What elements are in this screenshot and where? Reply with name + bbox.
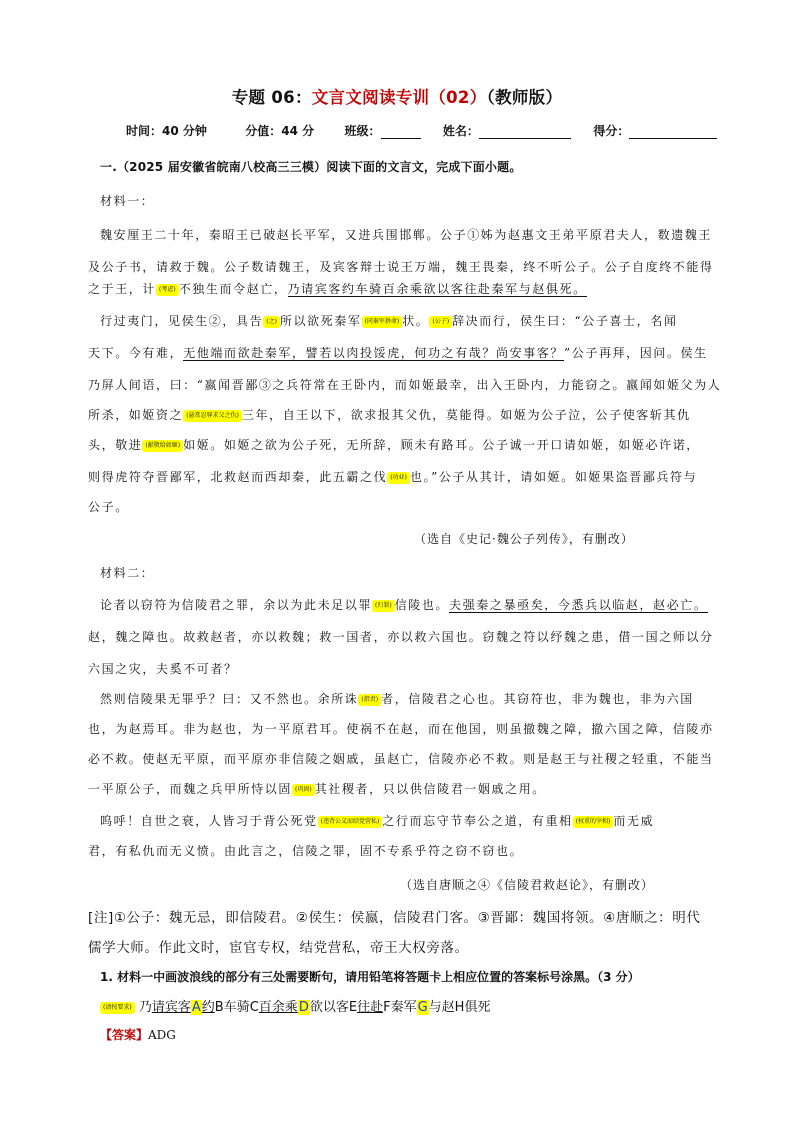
title-prefix: 专题 06：	[231, 88, 312, 107]
annotation-tag: (同秦军拼命)	[362, 316, 403, 328]
material1-line: 公子。	[88, 500, 129, 514]
text-segment: ”公子再拜，因问。侯生	[564, 346, 708, 360]
segment-text: 秦军	[390, 1000, 417, 1015]
annotation-tag: (请按要求)	[100, 1002, 135, 1014]
option-F[interactable]: F	[383, 1000, 391, 1015]
answer-value: ADG	[148, 1028, 176, 1042]
material2-line	[88, 780, 546, 797]
option-D[interactable]: D	[298, 1000, 309, 1015]
material2-line: 也，为赵焉耳。非为赵也，为一平原君耳。使祸不在赵，而在他国，则虽撤魏之障，撤六国之障，信陵亦	[88, 722, 714, 736]
material2-line: 赵，魏之障也。故救赵者，亦以救魏；救一国者，亦以救六国也。窃魏之符以纾魏之患，借一国之师以分	[88, 630, 714, 644]
text-segment: 然则信陵果无罪乎？曰：又不然也。余所诛	[100, 692, 359, 706]
text-segment: 者，信陵君之心也。其窃符也，非为魏也，非为六国	[381, 692, 694, 706]
score-info: 分值：44 分	[245, 124, 315, 138]
text-segment: 之于王，计	[88, 282, 157, 296]
text-segment: 三年，自王以下，欲求报其父仇，莫能得。如姬为公子泣，公子使客斩其仇	[241, 408, 691, 422]
material1-line	[88, 344, 708, 361]
text-segment: 其社稷者，只以供信陵君一姻戚之用。	[314, 782, 546, 796]
class-label: 班级：	[344, 124, 381, 138]
segment-text: 约	[201, 1000, 215, 1015]
material2-line	[100, 596, 708, 613]
exam-meta	[126, 122, 717, 139]
option-H[interactable]: H	[454, 1000, 465, 1015]
material2-line: 君，有私仇而无义愤。由此言之，信陵之罪，固不专系乎符之窃不窃也。	[88, 844, 524, 858]
got-label: 得分：	[593, 124, 630, 138]
footnote-line: 儒学大师。作此文时，宦官专权，结党营私，帝王大权旁落。	[88, 940, 469, 956]
text-segment: 辞决而行，侯生曰：“公子喜士，名闻	[452, 314, 678, 328]
segment-text: 百余乘	[258, 1000, 298, 1015]
answer-label: 【答案】	[100, 1028, 149, 1042]
text-segment: 行过夷门，见侯生②，具告	[100, 314, 264, 328]
segment-text: 乃	[138, 1000, 152, 1015]
material2-line: 六国之灾，夫奚不可者？	[88, 662, 238, 676]
text-segment: 状。	[402, 314, 430, 328]
option-B[interactable]: B	[214, 1000, 224, 1015]
segment-text: 欲以客	[309, 1000, 349, 1015]
material2-line: 必不救。使赵无平原，而平原亦非信陵之姻戚，虽赵亡，信陵亦必不救。则是赵王与社稷之轻重，不能当	[88, 752, 714, 766]
name-field[interactable]	[479, 126, 571, 139]
segment-text: 车骑	[223, 1000, 250, 1015]
annotation-tag: (献敬给如姬)	[142, 440, 183, 452]
annotation-tag: (违背公义而结党营私)	[318, 816, 383, 828]
score-field[interactable]	[629, 126, 717, 139]
text-segment: 论者以窃符为信陵君之罪，余以为此未足以罪	[100, 598, 373, 612]
text-segment: 之行而忘守节奉公之道，有重相	[382, 814, 573, 828]
question-1: 1. 材料一中画波浪线的部分有三处需要断句，请用铅笔将答题卡上相应位置的答案标号涂黑。（3 分）	[100, 970, 640, 984]
text-segment: 则得虎符夺晋鄙军，北救赵而西却秦，此五霸之伐	[88, 470, 388, 484]
text-segment: 而无威	[613, 814, 655, 828]
annotation-tag: (归罪)	[372, 600, 395, 612]
material1-line: 及公子书，请救于魏。公子数请魏王，及宾客辩士说王万端，魏王畏秦，终不听公子。公子自度终不能得	[88, 260, 714, 274]
title-highlight: 文言文阅读专训（02）	[311, 88, 487, 107]
text-segment: 所杀，如姬资之	[88, 408, 184, 422]
text-segment: 呜呼！自世之衰，人皆习于背公死党	[100, 814, 318, 828]
material2-source: （选自唐顺之④《信陵君救赵论》，有删改）	[400, 878, 655, 892]
text-segment: 所以欲死秦军	[279, 314, 362, 328]
material1-line: 魏安厘王二十年，秦昭王已破赵长平军，又进兵围邯郸。公子①姊为赵惠文王弟平原君夫人，数遗魏王	[100, 228, 713, 242]
text-segment: 不独生而令赵亡，	[178, 282, 288, 296]
class-field[interactable]	[381, 126, 421, 139]
option-E[interactable]: E	[348, 1000, 358, 1015]
material2-label: 材料二：	[100, 566, 155, 580]
title-suffix: （教师版）	[486, 88, 563, 107]
annotation-tag: (悬赏忍辱求父之仇)	[183, 410, 242, 422]
text-segment: 天下。今有难，	[88, 346, 184, 360]
option-C[interactable]: C	[249, 1000, 259, 1015]
annotation-tag: (考虑)	[156, 284, 179, 296]
material1-line	[88, 280, 587, 297]
underlined-passage: 无他端而欲赴秦军，譬若以肉投馁虎，何功之有哉？尚安事客？	[183, 346, 565, 360]
segment-text: 与赵	[428, 1000, 455, 1015]
segment-text: 请宾客	[151, 1000, 191, 1015]
answer-line	[100, 1026, 176, 1043]
material1-line	[88, 436, 700, 453]
annotation-tag: (功业)	[387, 472, 410, 484]
wavy-underlined-passage: 乃请宾客约车骑百余乘欲以客往赴秦军与赵俱死。	[287, 282, 587, 296]
footnote-line: [注]①公子：魏无忌，即信陵君。②侯生：侯嬴，信陵君门客。③晋鄙：魏国将领。④唐顺之：明代	[88, 910, 701, 926]
annotation-tag: (指责)	[358, 694, 381, 706]
annotation-tag: (权重的宰相)	[573, 816, 614, 828]
material1-line: 乃屏人间语，曰：“嬴闻晋鄙③之兵符常在王卧内，而如姬最幸，出入王卧内，力能窃之。嬴闻如姬父为人	[88, 378, 722, 392]
text-segment: 也。”公子从其计，请如姬。如姬果盗晋鄙兵符与	[409, 470, 698, 484]
underlined-passage: 夫强秦之暴亟矣，今悉兵以临赵，赵必亡。	[449, 598, 708, 612]
text-segment: 信陵也。	[394, 598, 450, 612]
annotation-tag: (之)	[263, 316, 280, 328]
material2-line	[100, 690, 694, 707]
name-label: 姓名：	[442, 124, 479, 138]
segment-text: 俱死	[464, 1000, 491, 1015]
text-segment: 头，敬进	[88, 438, 143, 452]
material1-label: 材料一：	[100, 194, 155, 208]
material1-source: （选自《史记·魏公子列传》，有删改）	[414, 532, 634, 546]
option-G[interactable]: G	[417, 1000, 428, 1015]
section-heading: 一.（2025 届安徽省皖南八校高三三模）阅读下面的文言文，完成下面小题。	[100, 160, 522, 174]
text-segment: 如姬。如姬之欲为公子死，无所辞，顾未有路耳。公子诚一开口请如姬，如姬必许诺，	[183, 438, 700, 452]
material1-line	[88, 468, 697, 485]
material1-line	[100, 312, 677, 329]
material1-line	[88, 406, 691, 423]
segmentation-options	[100, 996, 490, 1015]
text-segment: 一平原公子，而魏之兵甲所恃以固	[88, 782, 293, 796]
annotation-tag: (巩固)	[292, 784, 315, 796]
option-A[interactable]: A	[191, 1000, 201, 1015]
segment-text: 往赴	[357, 1000, 384, 1015]
material2-line	[100, 812, 654, 829]
page-title	[0, 84, 794, 108]
annotation-tag: (公子)	[429, 316, 452, 328]
time-info: 时间：40 分钟	[126, 124, 207, 138]
